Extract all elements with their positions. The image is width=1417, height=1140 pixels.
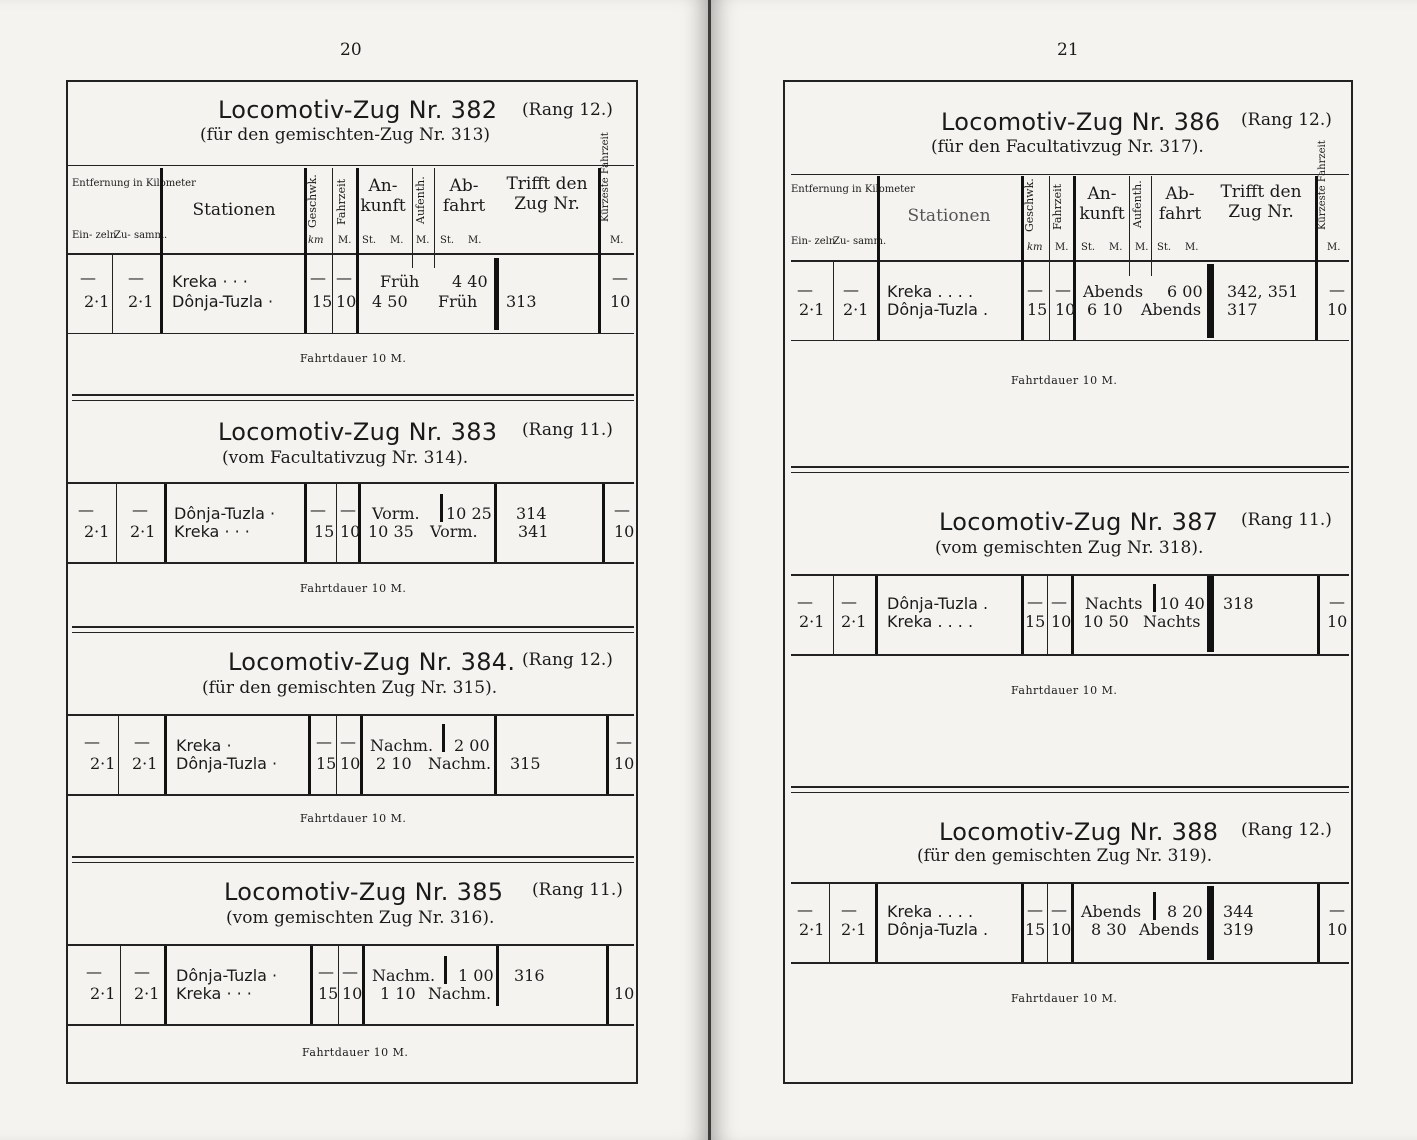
col-divider: [160, 168, 163, 333]
cell-zusamm: —: [132, 500, 148, 519]
cell-station: Kreka . . . .: [887, 282, 974, 301]
cell-station: Kreka . . . .: [887, 612, 974, 631]
cell-abfahrt: Nachm.: [428, 754, 492, 773]
cell-trifft: 317: [1227, 300, 1258, 319]
header-geschwk: Geschwk.: [306, 174, 319, 228]
header-kuerzeste: Kürzeste Fahrzeit: [1317, 140, 1328, 230]
cell-zusamm: 2·1: [134, 984, 160, 1003]
cell-trifft: 341: [518, 522, 549, 541]
header-ankunft: An- kunft: [360, 176, 406, 216]
cell-zusamm: 2·1: [843, 300, 869, 319]
train-rang: (Rang 11.): [1241, 510, 1332, 530]
header-distance: Entfernung in Kilometer: [791, 184, 915, 195]
cell-ankunft: 6 10: [1087, 300, 1123, 319]
row-rule: [791, 962, 1349, 964]
duration-note: Fahrtdauer 10 M.: [1011, 992, 1118, 1005]
section-rule: [791, 786, 1349, 788]
col-divider: [606, 946, 609, 1024]
header-zusamm: Zu- samm.: [833, 236, 887, 247]
cell-einzeln: —: [797, 592, 813, 611]
train-title: Locomotiv-Zug Nr. 384.: [228, 648, 516, 676]
col-divider: [120, 946, 121, 1024]
thick-divider: [494, 258, 499, 330]
right-page: [711, 0, 1417, 1140]
cell-ankunft: Nachts: [1085, 594, 1143, 613]
cell-einzeln: 2·1: [84, 292, 110, 311]
cell-fahrzeit: —: [342, 962, 358, 981]
cell-kuerzeste: 10: [614, 754, 635, 773]
unit-m: M.: [390, 235, 404, 246]
cell-abfahrt: Abends: [1141, 300, 1202, 319]
train-title: Locomotiv-Zug Nr. 388: [939, 818, 1219, 846]
duration-note: Fahrtdauer 10 M.: [300, 582, 407, 595]
duration-note: Fahrtdauer 10 M.: [1011, 374, 1118, 387]
section-rule: [72, 632, 634, 633]
row-rule: [791, 340, 1349, 341]
header-stationen: Stationen: [907, 206, 991, 226]
cell-fahrzeit: 10: [1051, 612, 1072, 631]
cell-einzeln: —: [80, 268, 96, 287]
cell-zusamm: 2·1: [130, 522, 156, 541]
cell-geschwk: 15: [312, 292, 333, 311]
col-divider: [829, 884, 830, 962]
cell-zusamm: —: [841, 900, 857, 919]
cell-fahrzeit: 10: [340, 754, 361, 773]
cell-fahrzeit: —: [340, 732, 356, 751]
unit-km: km: [308, 235, 324, 246]
cell-zusamm: —: [841, 592, 857, 611]
col-divider: [606, 716, 609, 794]
cell-zusamm: 2·1: [841, 612, 867, 631]
section-rule: [791, 472, 1349, 473]
col-divider: [494, 484, 497, 562]
cell-station: Kreka · · ·: [174, 522, 250, 541]
train-title: Locomotiv-Zug Nr. 382: [218, 96, 498, 124]
cell-station: Dônja-Tuzla ·: [176, 966, 278, 985]
col-divider: [434, 168, 435, 268]
col-divider: [336, 484, 337, 562]
cell-kuerzeste: —: [614, 500, 630, 519]
col-divider: [112, 255, 113, 333]
cell-trifft: 316: [514, 966, 545, 985]
cell-einzeln: 2·1: [90, 754, 116, 773]
cell-trifft: 344: [1223, 902, 1254, 921]
header-einzeln: Ein- zeln: [72, 230, 117, 241]
cell-geschwk: —: [1027, 280, 1043, 299]
col-divider: [304, 168, 307, 333]
section-rule: [791, 466, 1349, 468]
row-rule: [68, 794, 634, 796]
train-subtitle: (für den Facultativzug Nr. 317).: [931, 137, 1204, 157]
cell-kuerzeste: 10: [1327, 612, 1348, 631]
cell-station: Kreka · · ·: [176, 984, 252, 1003]
duration-note: Fahrtdauer 10 M.: [302, 1046, 409, 1059]
cell-kuerzeste: —: [1329, 592, 1345, 611]
cell-zusamm: —: [134, 732, 150, 751]
cell-fahrzeit: —: [1051, 592, 1067, 611]
section-rule: [72, 400, 634, 401]
cell-abfahrt: Vorm.: [430, 522, 478, 541]
cell-station: Dônja-Tuzla ·: [172, 292, 274, 311]
unit-st: St.: [440, 235, 455, 246]
cell-kuerzeste: 10: [1327, 920, 1348, 939]
col-divider: [164, 946, 167, 1024]
train-rang: (Rang 12.): [1241, 110, 1332, 130]
unit-km: km: [1027, 242, 1043, 253]
row-rule: [791, 654, 1349, 656]
col-divider: [356, 168, 359, 333]
cell-station: Dônja-Tuzla .: [887, 594, 989, 613]
col-divider: [1153, 584, 1156, 612]
cell-geschwk: —: [1027, 900, 1043, 919]
cell-zusamm: —: [128, 268, 144, 287]
col-divider: [308, 716, 311, 794]
cell-trifft: 314: [516, 504, 547, 523]
cell-ankunft: Abends: [1081, 902, 1142, 921]
cell-trifft: 342, 351: [1227, 282, 1299, 301]
col-divider: [1049, 176, 1050, 340]
col-divider: [494, 716, 497, 794]
col-divider: [164, 484, 167, 562]
cell-fahrzeit: 10: [336, 292, 357, 311]
row-rule: [68, 482, 634, 484]
cell-abfahrt: 10 25: [446, 504, 492, 523]
cell-einzeln: —: [78, 500, 94, 519]
duration-note: Fahrtdauer 10 M.: [300, 812, 407, 825]
cell-einzeln: —: [84, 732, 100, 751]
col-divider: [118, 716, 119, 794]
cell-kuerzeste: —: [616, 732, 632, 751]
col-divider: [833, 576, 834, 654]
cell-fahrzeit: 10: [340, 522, 361, 541]
train-subtitle: (für den gemischten Zug Nr. 315).: [202, 678, 498, 698]
cell-geschwk: —: [1027, 592, 1043, 611]
col-divider: [1317, 884, 1320, 962]
unit-m: M.: [1327, 242, 1341, 253]
cell-zusamm: 2·1: [132, 754, 158, 773]
col-divider: [602, 484, 605, 562]
train-rang: (Rang 12.): [522, 650, 613, 670]
row-rule: [68, 562, 634, 564]
cell-abfahrt: Nachts: [1143, 612, 1201, 631]
cell-einzeln: —: [86, 962, 102, 981]
cell-station: Dônja-Tuzla ·: [174, 504, 276, 523]
col-divider: [442, 724, 445, 752]
cell-trifft: 315: [510, 754, 541, 773]
header-abfahrt: Ab- fahrt: [1158, 184, 1202, 224]
header-zusamm: Zu- samm.: [114, 230, 168, 241]
cell-zusamm: —: [134, 962, 150, 981]
train-title: Locomotiv-Zug Nr. 386: [941, 108, 1221, 136]
cell-abfahrt: Früh: [438, 292, 478, 311]
col-divider: [1153, 892, 1156, 920]
header-abfahrt: Ab- fahrt: [442, 176, 486, 216]
cell-zusamm: 2·1: [841, 920, 867, 939]
section-rule: [72, 856, 634, 858]
cell-fahrzeit: —: [336, 268, 352, 287]
table-header-bottom-rule: [791, 260, 1349, 262]
col-divider: [877, 176, 880, 340]
cell-ankunft: 1 10: [380, 984, 416, 1003]
col-divider: [1021, 176, 1024, 340]
col-divider: [1315, 176, 1318, 340]
cell-ankunft: 8 30: [1091, 920, 1127, 939]
cell-fahrzeit: —: [340, 500, 356, 519]
train-subtitle: (vom Facultativzug Nr. 314).: [222, 448, 469, 468]
unit-m: M.: [468, 235, 482, 246]
header-fahrzeit: Fahrzeit: [1051, 183, 1064, 230]
col-divider: [362, 946, 365, 1024]
header-fahrzeit: Fahrzeit: [335, 178, 348, 225]
cell-abfahrt: 2 00: [454, 736, 490, 755]
cell-abfahrt: 4 40: [452, 272, 488, 291]
cell-geschwk: —: [316, 732, 332, 751]
train-title: Locomotiv-Zug Nr. 387: [939, 508, 1219, 536]
header-einzeln: Ein- zeln: [791, 236, 836, 247]
section-rule: [72, 626, 634, 628]
col-divider: [440, 494, 443, 522]
train-title: Locomotiv-Zug Nr. 385: [224, 878, 504, 906]
header-kuerzeste: Kürzeste Fahrzeit: [600, 132, 611, 222]
col-divider: [833, 262, 834, 340]
cell-kuerzeste: 10: [614, 984, 635, 1003]
thick-divider: [1207, 576, 1214, 652]
col-divider: [304, 484, 307, 562]
cell-kuerzeste: —: [1329, 280, 1345, 299]
cell-ankunft: 4 50: [372, 292, 408, 311]
cell-ankunft: Nachm.: [370, 736, 434, 755]
page-number: 21: [1057, 40, 1079, 60]
cell-ankunft: 10 35: [368, 522, 414, 541]
cell-station: Dônja-Tuzla .: [887, 300, 989, 319]
cell-ankunft: 2 10: [376, 754, 412, 773]
col-divider: [496, 946, 499, 1006]
row-rule: [68, 333, 634, 334]
unit-m: M.: [1135, 242, 1149, 253]
col-divider: [1021, 884, 1024, 962]
cell-abfahrt: 8 20: [1167, 902, 1203, 921]
cell-kuerzeste: 10: [610, 292, 631, 311]
cell-abfahrt: 6 00: [1167, 282, 1203, 301]
thick-divider: [1207, 886, 1214, 960]
row-rule: [68, 1024, 634, 1026]
row-rule: [68, 714, 634, 716]
col-divider: [875, 884, 878, 962]
unit-st: St.: [1081, 242, 1096, 253]
cell-geschwk: 15: [318, 984, 339, 1003]
col-divider: [1317, 576, 1320, 654]
col-divider: [412, 168, 413, 268]
col-divider: [310, 946, 313, 1024]
cell-geschwk: 15: [1025, 612, 1046, 631]
train-subtitle: (vom gemischten Zug Nr. 318).: [935, 538, 1204, 558]
thick-divider: [1207, 264, 1214, 338]
duration-note: Fahrtdauer 10 M.: [1011, 684, 1118, 697]
cell-geschwk: 15: [1025, 920, 1046, 939]
cell-kuerzeste: —: [1329, 900, 1345, 919]
col-divider: [1021, 576, 1024, 654]
train-subtitle: (für den gemischten-Zug Nr. 313): [200, 125, 491, 145]
unit-m: M.: [338, 235, 352, 246]
cell-geschwk: 15: [1027, 300, 1048, 319]
cell-ankunft: 10 50: [1083, 612, 1129, 631]
col-divider: [598, 168, 601, 333]
cell-station: Dônja-Tuzla .: [887, 920, 989, 939]
col-divider: [1047, 884, 1048, 962]
table-header-top-rule: [791, 174, 1349, 175]
col-divider: [1071, 576, 1074, 654]
cell-station: Kreka . . . .: [887, 902, 974, 921]
cell-kuerzeste: 10: [1327, 300, 1348, 319]
unit-m: M.: [1185, 242, 1199, 253]
cell-ankunft: Vorm.: [372, 504, 420, 523]
unit-st: St.: [1157, 242, 1172, 253]
cell-abfahrt: 10 40: [1159, 594, 1205, 613]
cell-einzeln: 2·1: [799, 612, 825, 631]
col-divider: [444, 956, 447, 984]
header-stationen: Stationen: [192, 200, 276, 220]
cell-einzeln: —: [797, 900, 813, 919]
cell-geschwk: —: [310, 500, 326, 519]
col-divider: [360, 716, 363, 794]
cell-fahrzeit: 10: [342, 984, 363, 1003]
header-geschwk: Geschwk.: [1023, 178, 1036, 232]
cell-geschwk: 15: [314, 522, 335, 541]
table-header-top-rule: [68, 165, 634, 166]
cell-einzeln: 2·1: [799, 920, 825, 939]
cell-einzeln: —: [797, 280, 813, 299]
train-rang: (Rang 12.): [522, 100, 613, 120]
col-divider: [1151, 176, 1152, 276]
duration-note: Fahrtdauer 10 M.: [300, 352, 407, 365]
cell-fahrzeit: —: [1055, 280, 1071, 299]
page-number: 20: [340, 40, 362, 60]
train-rang: (Rang 12.): [1241, 820, 1332, 840]
cell-ankunft: Nachm.: [372, 966, 436, 985]
section-rule: [791, 792, 1349, 793]
cell-abfahrt: 1 00: [458, 966, 494, 985]
cell-station: Kreka ·: [176, 736, 232, 755]
cell-geschwk: —: [310, 268, 326, 287]
cell-einzeln: 2·1: [799, 300, 825, 319]
cell-kuerzeste: —: [612, 268, 628, 287]
header-aufenth: Aufenth.: [414, 176, 427, 224]
col-divider: [1047, 576, 1048, 654]
cell-station: Kreka · · ·: [172, 272, 248, 291]
cell-einzeln: 2·1: [90, 984, 116, 1003]
header-aufenth: Aufenth.: [1131, 180, 1144, 228]
header-trifft: Trifft den Zug Nr.: [506, 174, 588, 214]
train-title: Locomotiv-Zug Nr. 383: [218, 418, 498, 446]
cell-zusamm: 2·1: [128, 292, 154, 311]
unit-m: M.: [1055, 242, 1069, 253]
train-rang: (Rang 11.): [532, 880, 623, 900]
cell-fahrzeit: 10: [1055, 300, 1076, 319]
unit-st: St.: [362, 235, 377, 246]
cell-einzeln: 2·1: [84, 522, 110, 541]
header-distance: Entfernung in Kilometer: [72, 178, 196, 189]
cell-trifft: 318: [1223, 594, 1254, 613]
col-divider: [164, 716, 167, 794]
row-rule: [68, 944, 634, 946]
section-rule: [72, 862, 634, 863]
cell-geschwk: —: [318, 962, 334, 981]
unit-m: M.: [416, 235, 430, 246]
left-page: [0, 0, 708, 1140]
col-divider: [1071, 884, 1074, 962]
cell-fahrzeit: —: [1051, 900, 1067, 919]
cell-station: Dônja-Tuzla ·: [176, 754, 278, 773]
col-divider: [1129, 176, 1130, 276]
col-divider: [875, 576, 878, 654]
col-divider: [116, 484, 117, 562]
section-rule: [72, 394, 634, 396]
cell-kuerzeste: 10: [614, 522, 635, 541]
cell-fahrzeit: 10: [1051, 920, 1072, 939]
train-subtitle: (für den gemischten Zug Nr. 319).: [917, 846, 1213, 866]
header-ankunft: An- kunft: [1079, 184, 1125, 224]
train-rang: (Rang 11.): [522, 420, 613, 440]
unit-m: M.: [1109, 242, 1123, 253]
cell-zusamm: —: [843, 280, 859, 299]
cell-geschwk: 15: [316, 754, 337, 773]
train-subtitle: (vom gemischten Zug Nr. 316).: [226, 908, 495, 928]
cell-ankunft: Abends: [1083, 282, 1144, 301]
cell-trifft: 319: [1223, 920, 1254, 939]
cell-trifft: 313: [506, 292, 537, 311]
cell-abfahrt: Nachm.: [428, 984, 492, 1003]
cell-ankunft: Früh: [380, 272, 420, 291]
header-trifft: Trifft den Zug Nr.: [1220, 182, 1302, 222]
cell-abfahrt: Abends: [1139, 920, 1200, 939]
unit-m: M.: [610, 235, 624, 246]
table-header-bottom-rule: [68, 253, 634, 255]
